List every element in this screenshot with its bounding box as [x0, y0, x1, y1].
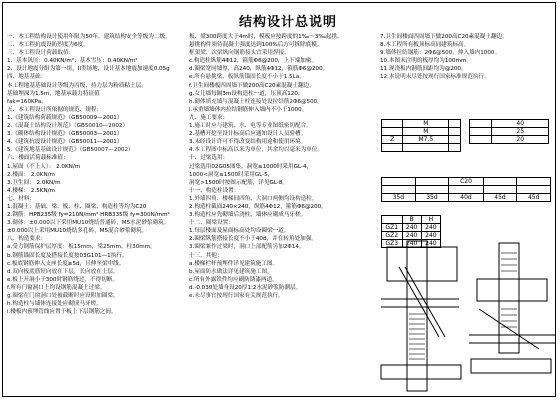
note-line: i.楼板内预埋管线应置于板上下层钢筋之间。 [7, 309, 117, 316]
table-cell: GZ2 [382, 232, 403, 240]
note-line: 悬挑构件须待混凝土强度达到100%后方可拆除底模。 [189, 42, 323, 49]
table-cell [382, 120, 403, 128]
table-cell [415, 186, 449, 194]
note-line: 洞宽>1500时按图示配筋，详见GL-8。 [189, 179, 288, 186]
note-line: d.-0.030处墙身设20厚1:2水泥砂浆防潮层。 [189, 284, 302, 291]
table-cell: 240 [421, 232, 440, 240]
note-line: h.构造柱与墙体连接处应砌成马牙槎。 [7, 301, 102, 308]
note-line: 十二、圈梁设置： [189, 220, 234, 227]
table-cell [483, 178, 517, 186]
table-cell [449, 128, 461, 136]
table-cell [449, 120, 461, 128]
table-cell [517, 178, 551, 186]
note-line: 本工程地基基础设计等级为丙级，持力层为粉质粘土层。 [7, 82, 147, 89]
table-row [470, 128, 549, 136]
note-line: 1.施工时应与建筑、水、电等专业图纸密切配合。 [189, 123, 312, 130]
note-line: 基础埋深为1.5m，地基承载力特征值 [7, 90, 100, 97]
reinforcement-detail-drawings [379, 239, 556, 397]
note-line: 1000<洞宽≤1500时采用GL-5， [189, 171, 274, 178]
note-line: 10.本图未注明的板厚均为100mm。 [380, 58, 473, 65]
table-cell: GZ3 [382, 240, 403, 248]
anchorage-table [381, 177, 551, 202]
note-line: 四、地基基础： [7, 74, 47, 81]
table-row [382, 178, 551, 186]
note-line: 框架梁、次梁纵向钢筋接头宜采用焊接。 [189, 50, 290, 57]
table-row [382, 136, 461, 144]
note-line: 2.基槽开挖至设计标高后应通知设计人员验槽。 [189, 131, 307, 138]
note-line: 3.《砌体结构设计规范》（GB50003—2001） [7, 131, 123, 138]
table-cell: 240 [402, 224, 421, 232]
note-line: 七、材料： [7, 195, 35, 202]
note-line: 9.墙体拉结钢筋：2Φ6@500，伸入墙内1000。 [380, 50, 501, 57]
note-line: g.女儿墙每隔3m设构造柱一道，压顶高120。 [189, 90, 304, 97]
table-cell: H [421, 216, 440, 224]
table-cell: 45d [483, 194, 517, 202]
table-cell [470, 128, 492, 136]
note-line: 3.卫生间： 2.0KN/m [7, 179, 61, 186]
table-cell [483, 186, 517, 194]
note-line: ±0.000以上采用MU10烧结多孔砖，M5混合砂浆砌筑。 [7, 228, 148, 235]
note-line: e.未尽事宜按现行国家有关规范执行。 [189, 293, 284, 299]
note-line: 过梁选用02G05图集，洞宽≤1000时采用GL-4， [189, 163, 313, 170]
note-line: 十一、构造柱设置： [189, 187, 240, 194]
table-cell [470, 136, 492, 144]
table-cell [382, 144, 403, 152]
note-line: 1.混凝土：基础、梁、板、柱、圈梁、构造柱等均为C20 [7, 203, 147, 210]
note-line: b.钢筋锚固长度及搭接长度按03G101—1执行。 [7, 252, 128, 259]
table-cell: 40d [449, 194, 483, 202]
table-cell [382, 178, 416, 186]
note-line: 1.《建筑结构荷载规范》（GB50009—2001） [7, 114, 123, 121]
note-line: 五、本工程设计所依据的规范、规程： [7, 106, 103, 113]
table-row [382, 120, 461, 128]
note-line: 十三、其他： [189, 252, 223, 259]
table-cell: 240 [421, 240, 440, 248]
table-cell: B [402, 216, 421, 224]
table-cell [382, 186, 416, 194]
note-line: e.板上开洞小于300时钢筋绕过，不得切断。 [7, 276, 118, 283]
table-cell [449, 186, 483, 194]
note-line: c.构造柱纵筋4Φ12，箍筋Φ6@200，上下端加密。 [189, 58, 318, 65]
note-line: 8.本工程所有板顶标高同建筑标高。 [380, 42, 470, 49]
table-row [382, 186, 551, 194]
table-cell [449, 144, 461, 152]
table-cell: 240 [421, 224, 440, 232]
note-line: 1.屋面（不上人）： 2.0KN/m [7, 163, 81, 170]
table-cell: 240 [402, 240, 421, 248]
note-line: 六、楼面活荷载标准值： [7, 155, 69, 162]
table-cell: 35d [382, 194, 416, 202]
cover-table [469, 119, 549, 144]
note-line: d.圈梁宽同墙厚，高240，纵筋4Φ12，箍筋Φ6@200。 [189, 66, 329, 73]
note-line: 4.楼梯： 2.5KN/m [7, 187, 55, 194]
mortar-table [381, 119, 461, 152]
notes-column-3 [380, 33, 556, 82]
note-line: 12.本说明未尽处按现行国家标准规范执行。 [380, 74, 490, 81]
table-cell: M [403, 120, 449, 128]
note-line: 二、本工程抗震设防烈度为6度。 [7, 42, 89, 49]
note-line: g.圈梁在门窗洞口处被截断时应设附加圈梁。 [7, 293, 119, 299]
table-cell: 20 [492, 136, 549, 144]
table-cell: M [403, 128, 449, 136]
table-row [382, 194, 551, 202]
note-line: 3.砌体：±0.000以下采用MU10烧结普通砖，M5水泥砂浆砌筑。 [7, 220, 170, 227]
note-line: 2.构造柱截面240×240，纵筋4Φ12，箍筋Φ6@200。 [189, 203, 327, 210]
table-cell: GZ1 [382, 224, 403, 232]
detail-frame-2 [477, 279, 547, 301]
table-row [382, 216, 441, 224]
table-row [470, 136, 549, 144]
note-line: 3.未经设计许可不得改变结构用途和使用环境。 [189, 139, 307, 146]
table-row [382, 144, 461, 152]
note-line: i.承重墙墙体内拉结钢筋伸入墙内不小于1000。 [189, 106, 308, 113]
note-line: fak=160KPa。 [7, 98, 47, 105]
note-line: 2.楼面： 2.0KN/m [7, 171, 55, 178]
note-line: 板、梁300跨度大于4m时，模板应按跨度的1‰～3‰起拱。 [189, 34, 343, 40]
note-line: a.楼梯栏杆预埋件详见建筑施工图。 [189, 260, 279, 267]
notes-column-2 [189, 33, 374, 300]
table-cell [415, 178, 449, 186]
note-line: b.屋面防水做法详见建筑施工图。 [189, 268, 273, 275]
note-line: 11.现浇板内钢筋间距均为@200。 [380, 66, 467, 73]
detail-frame-1 [387, 247, 457, 281]
drawing-sheet [2, 2, 556, 397]
note-line: h.砌体填充墙与混凝土柱连接处设拉结筋2Φ6@500。 [189, 98, 323, 105]
note-line: c.板底钢筋伸入支座长度≥5d，且伸至梁中线。 [7, 260, 125, 267]
table-cell [403, 144, 449, 152]
note-line: 2.《混凝土结构设计规范》（GB50010—2002） [7, 123, 129, 130]
note-line: 1、基本风压：0.40KN/m²；基本雪压：0.40KN/m² [7, 58, 138, 65]
table-cell [382, 216, 403, 224]
note-line: 1.每层楼面及屋面标高处均设圈梁一道。 [189, 228, 290, 235]
note-line: 2.钢筋：HPB235级 fy=210N/mm² HRB335级 fy=300N/mm² [7, 212, 170, 219]
table-row [382, 128, 461, 136]
table-cell [470, 120, 492, 128]
note-line: 九、施工要求： [189, 114, 229, 121]
note-line: 八、构造要求： [7, 236, 47, 243]
table-cell: 40 [492, 120, 549, 128]
note-line: 3.构造柱应先砌墙后浇柱，墙体应砌成马牙槎。 [189, 212, 307, 219]
table-cell: Z [382, 136, 403, 144]
note-line: f.卫生间楼板四周墙下做200高C20素混凝土翻边。 [189, 82, 315, 89]
note-line: c.所有外露铁件均应刷防锈漆两道。 [189, 276, 278, 283]
note-line: 3.圈梁兼作过梁时，洞口上部配筋另加2Φ14。 [189, 244, 305, 251]
note-line: f.所有门窗洞口上均设钢筋混凝土过梁。 [7, 284, 106, 291]
notes-column-1 [7, 33, 185, 316]
note-line: a.受力钢筋保护层厚度：板15mm，梁25mm，柱30mm。 [7, 244, 156, 251]
table-cell: 45d [517, 194, 551, 202]
note-line: 2、设计地震分组为第一组，II类场地，设计基本地震加速度0.05g [7, 66, 170, 73]
table-cell: M7.5 [403, 136, 449, 144]
note-line: 1.外墙四角、楼梯间四角、大洞口两侧均设构造柱。 [189, 195, 318, 202]
table-row [382, 224, 441, 232]
table-cell: 25 [492, 128, 549, 136]
note-line: 7.卫生间楼面四周墙下做200高C20素混凝土翻边。 [380, 34, 508, 40]
note-line: 三、本工程设计荷载取值： [7, 50, 75, 57]
note-line: 十、过梁选用： [189, 155, 229, 162]
table-row [470, 120, 549, 128]
note-line: 一、本工程结构设计使用年限为50年，建筑结构安全等级为二级。 [7, 34, 171, 40]
note-line: d.双向板底筋短向放在下层，长向放在上层。 [7, 268, 119, 275]
note-line: 4.《建筑抗震设计规范》（GB50011—2001） [7, 139, 123, 146]
table-cell [449, 136, 461, 144]
table-cell [517, 186, 551, 194]
page-title: 结构设计总说明 [239, 15, 338, 30]
note-line: 5.《建筑地基基础设计规范》（GB50007—2002） [7, 147, 134, 154]
note-line: e.所有悬挑梁、板纵筋锚固长度不小于1.5La。 [189, 74, 305, 81]
table-cell: C20 [449, 178, 483, 186]
table-cell: 35d [415, 194, 449, 202]
note-line: 4.本工程图中标高以米为单位，其余均以毫米为单位。 [189, 147, 323, 154]
table-cell: 240 [402, 232, 421, 240]
table-cell [382, 128, 403, 136]
note-line: 2.圈梁纵筋搭接长度不小于40d，并在转角处加强。 [189, 236, 317, 243]
